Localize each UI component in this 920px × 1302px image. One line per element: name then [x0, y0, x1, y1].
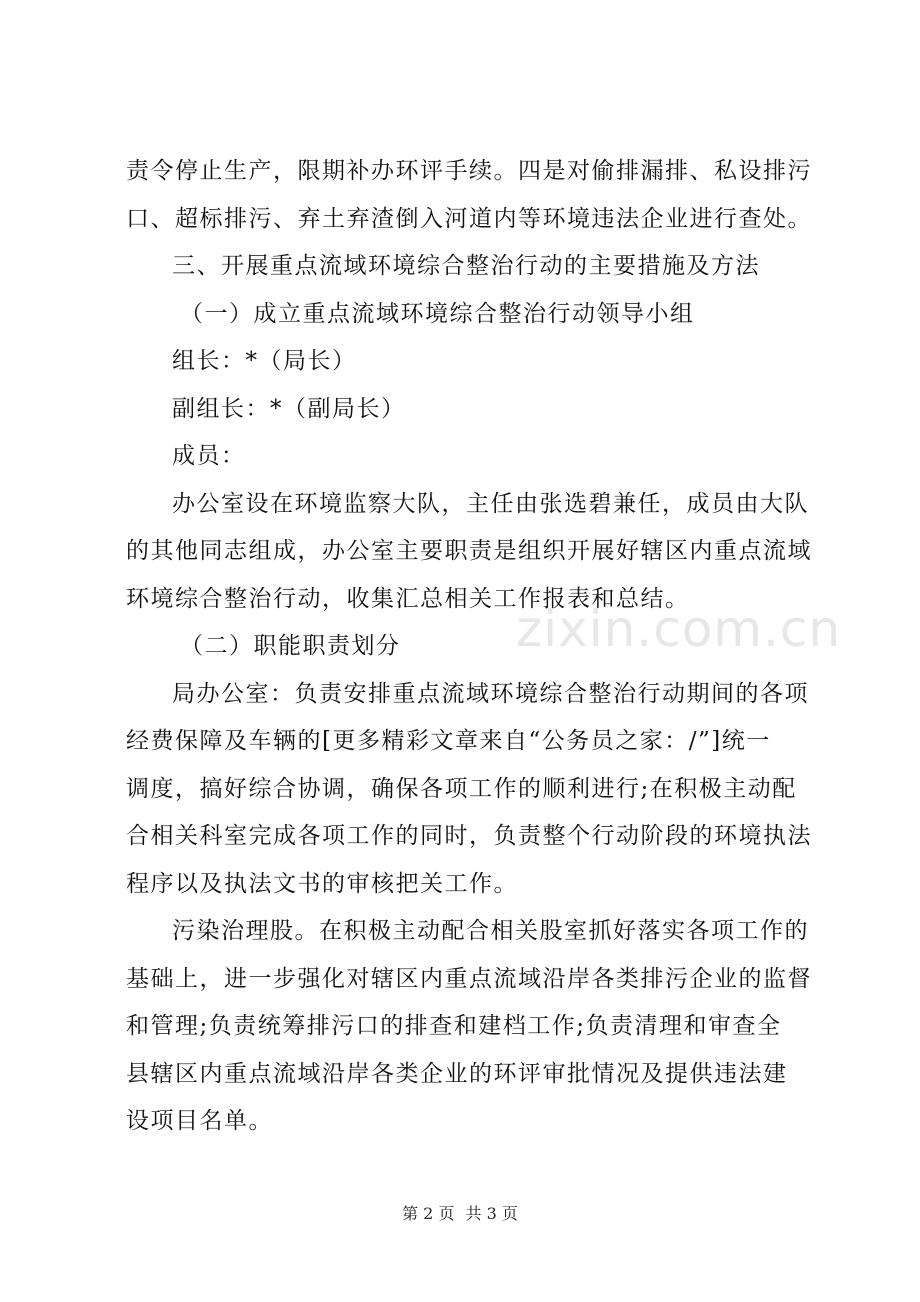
watermark: zixin.com.cn	[516, 600, 842, 658]
body-line: 程序以及执法文书的审核把关工作。	[126, 870, 518, 897]
subsection-heading: （二）职能职责划分	[180, 633, 401, 659]
body-line: 副组长：*（副局长）	[172, 395, 406, 422]
document-body	[126, 148, 812, 1146]
body-line: 经费保障及车辆的[更多精彩文章来自“公务员之家：/”]统一	[126, 728, 771, 754]
body-line: 调度，搞好综合协调，确保各项工作的顺利进行;在积极主动配	[126, 775, 797, 802]
body-line: 设项目名单。	[126, 1108, 273, 1134]
body-line: 责令停止生产，限期补办环评手续。四是对偷排漏排、私设排污	[126, 158, 812, 184]
page-footer	[0, 1201, 920, 1224]
page-total: 共 3 页	[465, 1204, 518, 1223]
body-line: 县辖区内重点流域沿岸各类企业的环评审批情况及提供违法建	[126, 1060, 788, 1087]
body-line: 口、超标排污、弃土弃渣倒入河道内等环境违法企业进行查处。	[126, 205, 812, 232]
body-line: 成员：	[172, 443, 246, 469]
subsection-heading: （一）成立重点流域环境综合整治行动领导小组	[180, 300, 695, 327]
body-line: 基础上，进一步强化对辖区内重点流域沿岸各类排污企业的监督	[126, 965, 812, 992]
body-line: 环境综合整治行动，收集汇总相关工作报表和总结。	[126, 585, 690, 612]
body-line: 和管理;负责统筹排污口的排查和建档工作;负责清理和审查全	[126, 1013, 782, 1039]
body-line: 办公室设在环境监察大队，主任由张选碧兼任，成员由大队	[172, 490, 809, 517]
body-line: 污染治理股。在积极主动配合相关股室抓好落实各项工作的	[172, 918, 809, 944]
body-line: 合相关科室完成各项工作的同时，负责整个行动阶段的环境执法	[126, 823, 812, 849]
body-line: 局办公室：负责安排重点流域环境综合整治行动期间的各项	[172, 680, 809, 707]
section-heading: 三、开展重点流域环境综合整治行动的主要措施及方法	[172, 253, 760, 279]
body-line: 的其他同志组成，办公室主要职责是组织开展好辖区内重点流域	[126, 538, 812, 564]
body-line: 组长：*（局长）	[172, 348, 357, 374]
page-number: 第 2 页	[402, 1204, 455, 1223]
